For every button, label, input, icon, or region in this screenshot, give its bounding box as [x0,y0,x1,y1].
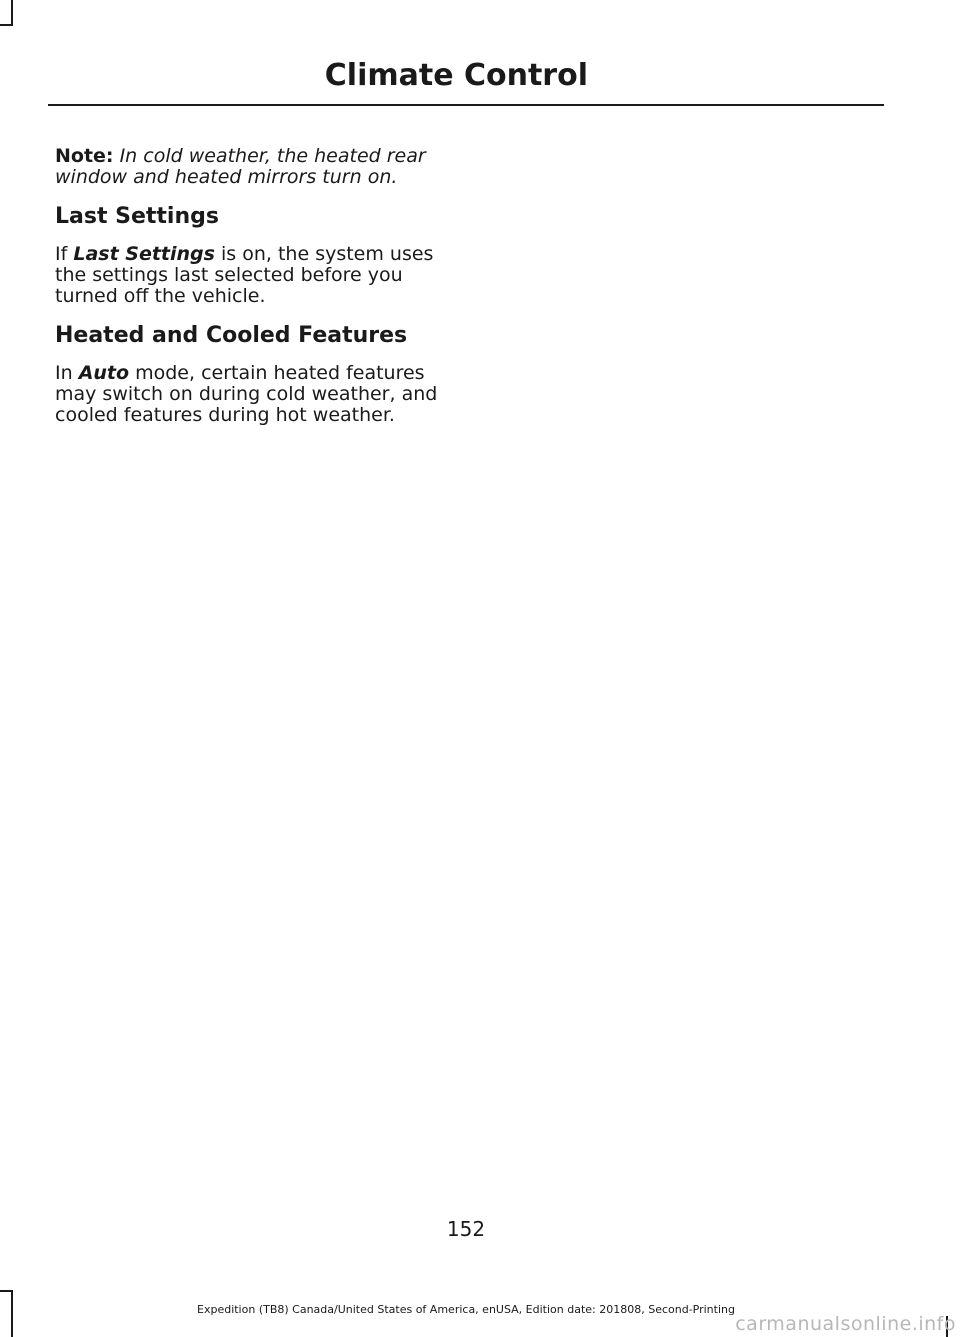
note-text: In cold weather, the heated rear window and heated mirrors turn on. [55,145,426,188]
page-number: 152 [446,1217,486,1241]
note-paragraph [55,146,455,188]
header-rule [48,104,884,106]
note-label: Note: [55,145,114,167]
heated-cooled-text-before: In [55,362,79,384]
auto-term: Auto [78,362,130,384]
heading-last-settings: Last Settings [55,204,219,229]
heated-cooled-text-after: mode, certain heated features may switch on during cold weather, and cooled features during hot weather. [55,362,438,426]
page-title: Climate Control [324,58,588,93]
heated-cooled-paragraph [55,363,455,426]
edition-footer: Expedition (TB8) Canada/United States of America, enUSA, Edition date: 201808, Second-Printing [197,1303,735,1316]
heading-heated-cooled-features: Heated and Cooled Features [55,323,408,348]
crop-mark-bottom-left-horizontal [0,1290,13,1292]
content-column [55,146,455,442]
crop-mark-top-left-vertical [11,0,13,26]
last-settings-term: Last Settings [73,243,215,265]
crop-mark-top-left-horizontal [0,24,13,26]
last-settings-paragraph [55,244,455,307]
last-settings-text-before: If [55,243,74,265]
last-settings-text-after: is on, the system uses the settings last selected before you turned off the vehicle. [55,243,434,307]
watermark: carmanualsonline.info [735,1313,956,1335]
